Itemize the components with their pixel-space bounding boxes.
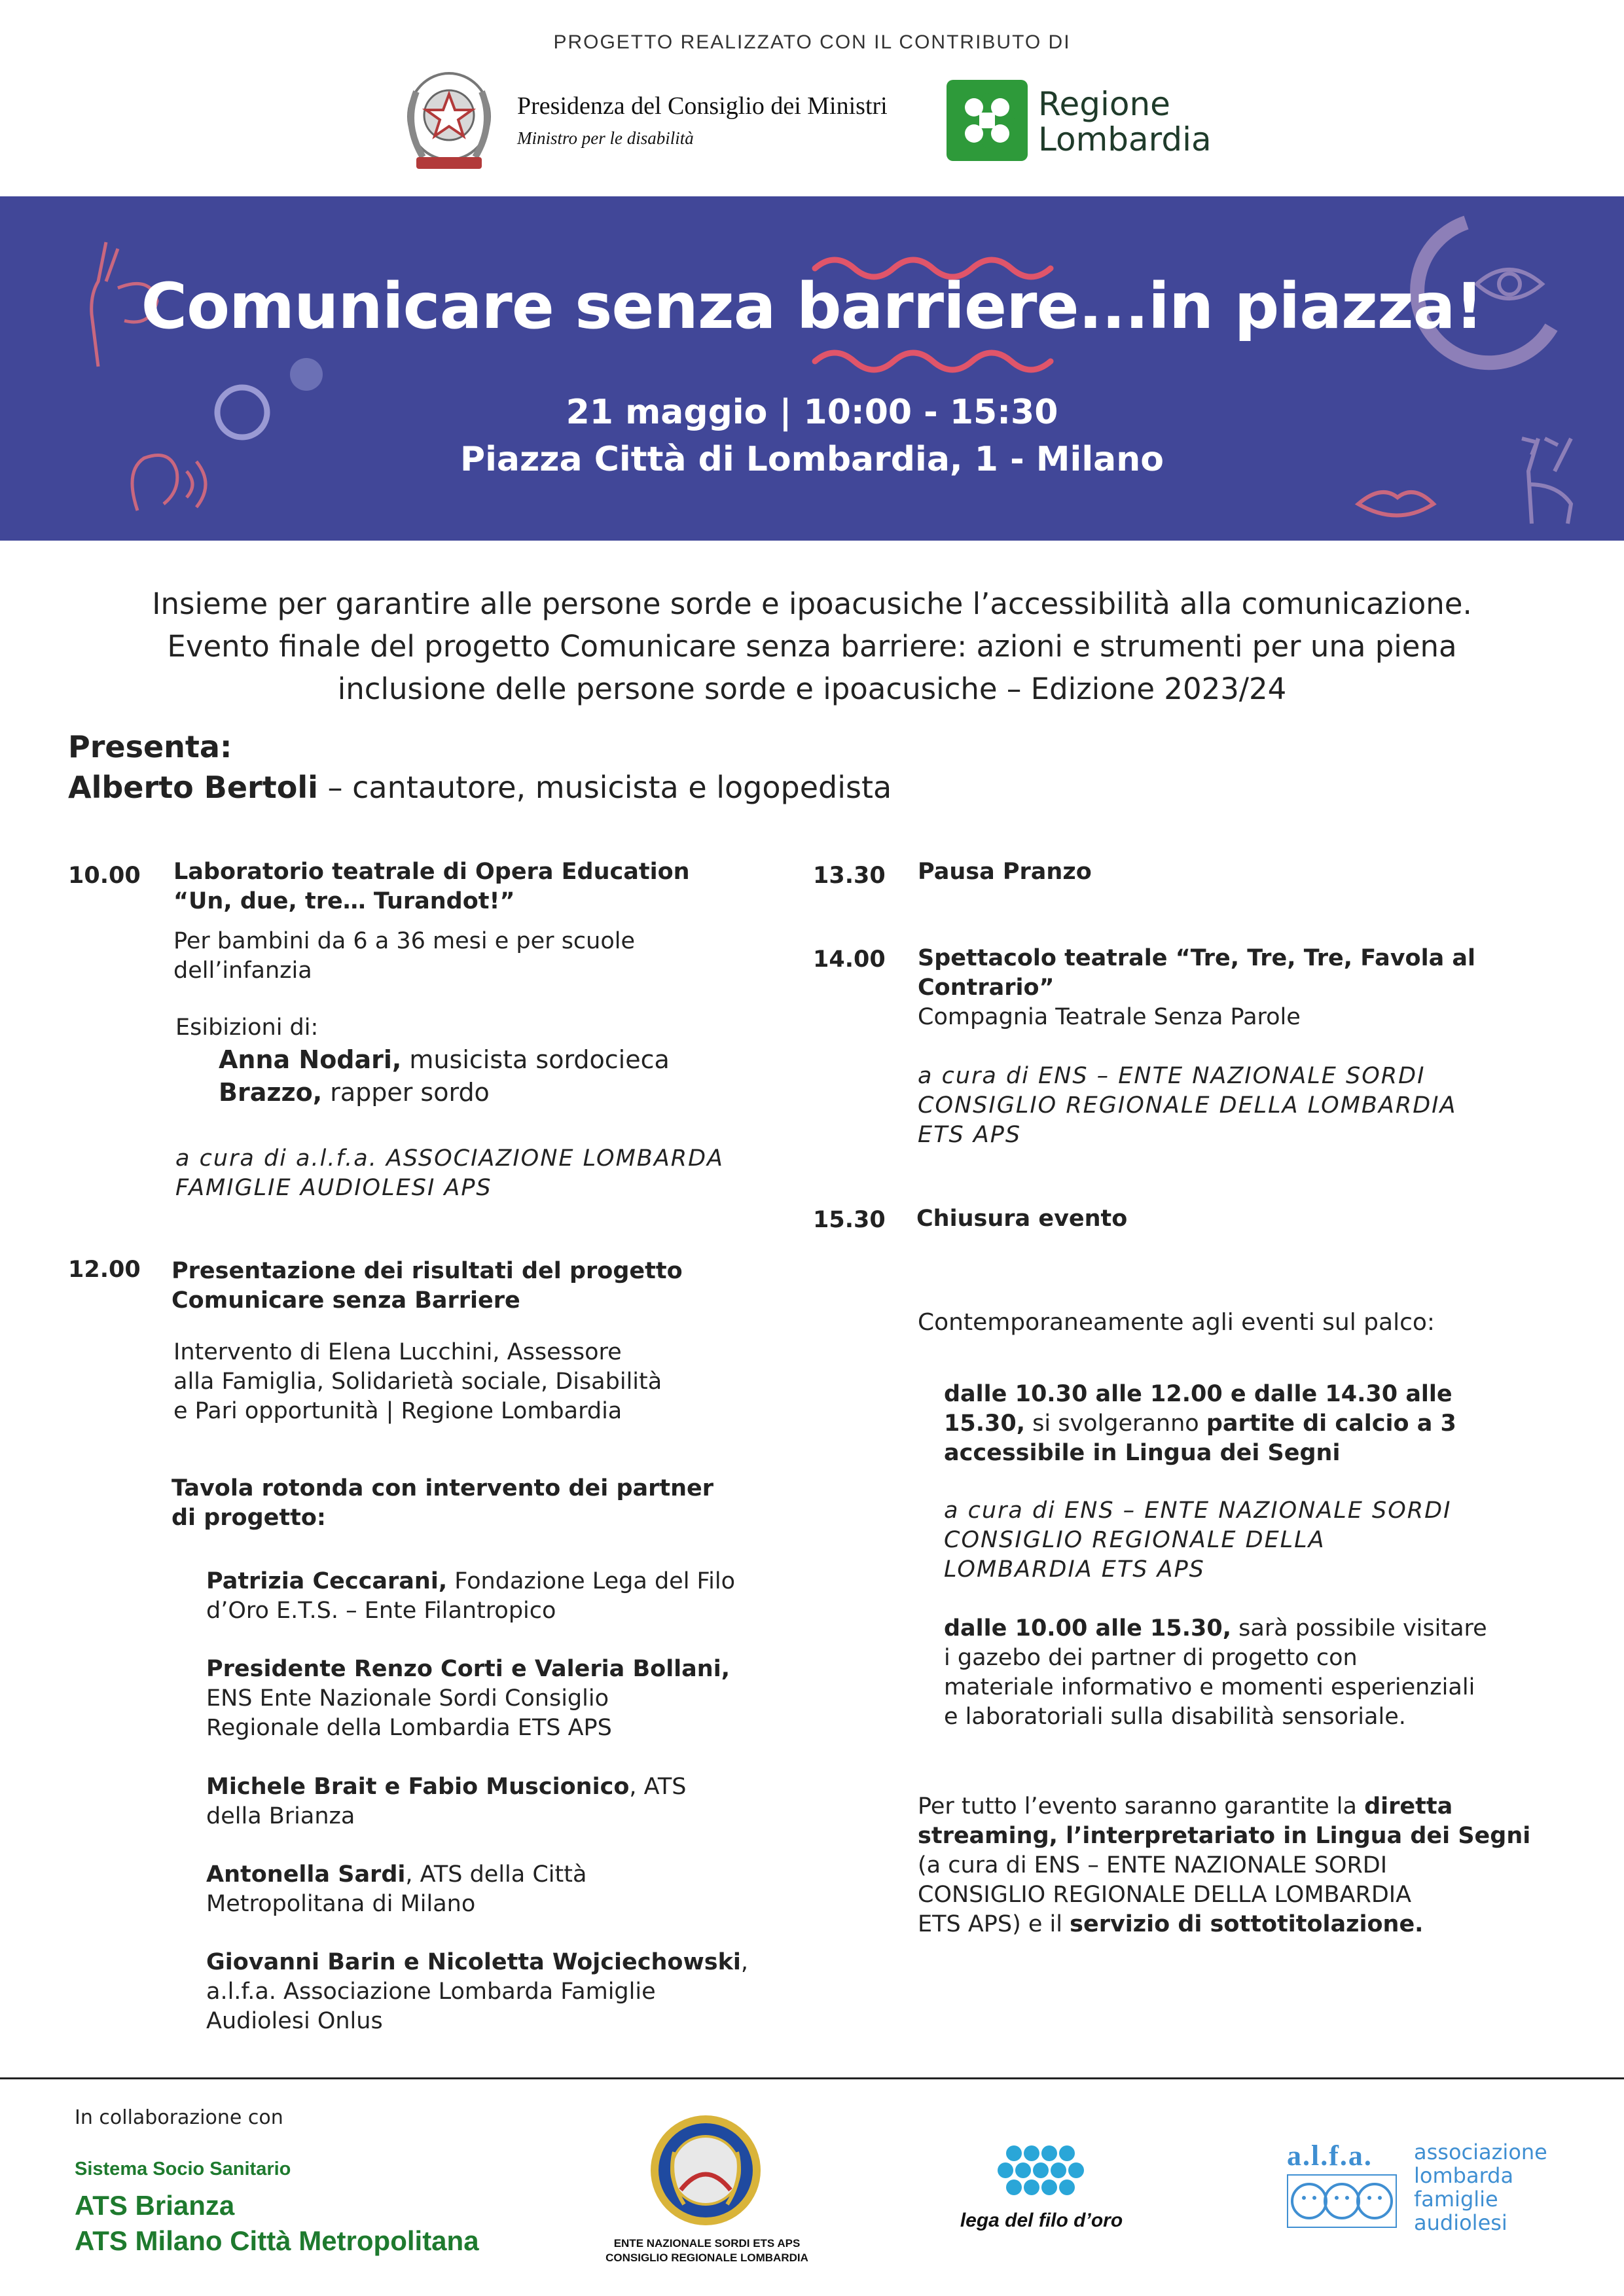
time-1200: 12.00 <box>68 1257 141 1283</box>
gazebo-time: dalle 10.00 alle 15.30, <box>944 1615 1232 1641</box>
gazebo-text: sarà possibile visitare <box>1231 1615 1487 1641</box>
services-line <box>918 1910 1530 1939</box>
partner-name: Giovanni Barin e Nicoletta Wojciechowski <box>206 1949 741 1975</box>
ats-brianza: ATS Brianza <box>75 2190 235 2221</box>
show-title-line: Contrario” <box>918 975 1055 1001</box>
alfa-name-line: famiglie <box>1414 2187 1498 2212</box>
lab-title <box>173 857 690 916</box>
curated-by-alfa <box>175 1144 724 1203</box>
whole-event-services <box>918 1792 1530 1939</box>
ens-caption-line: CONSIGLIO REGIONALE LOMBARDIA <box>605 2251 808 2264</box>
services-text: ETS APS) e il <box>918 1911 1070 1937</box>
alfa-faces-icon <box>1287 2174 1397 2228</box>
region-name: Lombardia <box>1038 120 1212 158</box>
lega-filo-doro-logo-icon <box>992 2144 1091 2207</box>
partner-affiliation: Fondazione Lega del Filo <box>447 1568 736 1594</box>
partner-name: Presidente Renzo Corti e Valeria Bollani, <box>206 1656 731 1682</box>
curated-line: CONSIGLIO REGIONALE DELLA LOMBARDIA <box>918 1092 1457 1119</box>
presenter-line <box>68 770 892 805</box>
presenter-name: Alberto Bertoli <box>68 770 318 805</box>
performer-role: rapper sordo <box>322 1078 490 1107</box>
partner-affiliation: ENS Ente Nazionale Sordi Consiglio <box>206 1685 609 1712</box>
services-line <box>918 1792 1530 1821</box>
partner-line <box>206 1772 686 1802</box>
gazebo-activity <box>944 1614 1487 1732</box>
performer-name: Brazzo, <box>219 1078 323 1107</box>
footer-divider <box>0 2077 1624 2079</box>
partner-name: Patrizia Ceccarani, <box>206 1568 448 1594</box>
lega-filo-doro-text: lega del filo d’oro <box>960 2210 1123 2231</box>
gov-name: Presidenza del Consiglio dei Ministri <box>517 92 888 120</box>
time-1330: 13.30 <box>813 863 886 889</box>
ats-subtitle: Sistema Socio Sanitario <box>75 2159 291 2179</box>
region-word: Regione <box>1038 85 1170 123</box>
curated-line: ETS APS <box>918 1122 1022 1148</box>
presentation-title <box>171 1257 683 1316</box>
services-text: Per tutto l’evento saranno garantite la <box>918 1793 1365 1820</box>
time-1400: 14.00 <box>813 946 886 973</box>
gazebo-line: e laboratoriali sulla disabilità sensoriale. <box>944 1704 1406 1730</box>
services-line: CONSIGLIO REGIONALE DELLA LOMBARDIA <box>918 1882 1412 1908</box>
partner-affiliation: Audiolesi Onlus <box>206 2008 383 2034</box>
intervention-line: e Pari opportunità | Regione Lombardia <box>173 1398 623 1424</box>
football-text: si svolgeranno <box>1025 1410 1206 1437</box>
partner-line <box>206 1948 748 1977</box>
football-highlight: partite di calcio a 3 <box>1206 1410 1456 1437</box>
presentation-title-line: Comunicare senza Barriere <box>171 1287 520 1314</box>
lab-desc-line: Per bambini da 6 a 36 mesi e per scuole <box>173 928 636 954</box>
gazebo-line: materiale informativo e momenti esperienziali <box>944 1674 1475 1700</box>
event-banner <box>0 196 1624 541</box>
time-1000: 10.00 <box>68 863 141 889</box>
football-line: accessibile in Lingua dei Segni <box>944 1440 1341 1466</box>
curated-line: FAMIGLIE AUDIOLESI APS <box>175 1175 492 1201</box>
banner-decorations <box>0 196 1624 541</box>
closing-event: Chiusura evento <box>916 1206 1128 1232</box>
curated-line: LOMBARDIA ETS APS <box>944 1556 1205 1583</box>
event-title: Comunicare senza barriere...in piazza! <box>141 270 1483 343</box>
ens-logo-icon <box>648 2113 763 2228</box>
performer-role: musicista sordocieca <box>401 1045 670 1074</box>
performer-line <box>219 1043 670 1076</box>
contributor-caption: PROGETTO REALIZZATO CON IL CONTRIBUTO DI <box>553 31 1071 53</box>
partner-entry <box>206 1860 586 1919</box>
ens-caption-line: ENTE NAZIONALE SORDI ETS APS <box>613 2237 801 2250</box>
roundtable-title <box>171 1474 713 1533</box>
simultaneous-label: Contemporaneamente agli eventi sul palco: <box>918 1309 1435 1336</box>
intro-line: Insieme per garantire alle persone sorde e ipoacusiche l’accessibilità alla comunicazione. <box>152 586 1472 621</box>
partner-affiliation: Regionale della Lombardia ETS APS <box>206 1715 612 1741</box>
football-activity <box>944 1380 1456 1468</box>
partner-entry <box>206 1655 730 1743</box>
partner-entry <box>206 1948 748 2036</box>
partner-affiliation: a.l.f.a. Associazione Lombarda Famiglie <box>206 1979 656 2005</box>
services-highlight: diretta <box>1364 1793 1453 1820</box>
football-line <box>944 1409 1456 1439</box>
partner-affiliation: , <box>740 1949 749 1975</box>
alfa-name-line: lombarda <box>1414 2163 1514 2188</box>
italian-emblem-icon <box>397 65 501 177</box>
alfa-name <box>1414 2140 1547 2234</box>
alfa-name-line: audiolesi <box>1414 2210 1507 2235</box>
presenter-role: – cantautore, musicista e logopedista <box>317 770 892 805</box>
lab-title-line: Laboratorio teatrale di Opera Education <box>173 859 690 885</box>
intervention-line: Intervento di Elena Lucchini, Assessore <box>173 1339 622 1365</box>
show-title <box>918 944 1475 1003</box>
collaboration-label: In collaborazione con <box>75 2106 283 2129</box>
performers <box>219 1043 670 1109</box>
curated-line: CONSIGLIO REGIONALE DELLA <box>944 1527 1326 1553</box>
regione-lombardia-logo-icon <box>947 80 1028 161</box>
presenter-label: Presenta: <box>68 729 232 764</box>
partner-entry <box>206 1772 686 1831</box>
show-title-line: Spettacolo teatrale “Tre, Tre, Tre, Favola al <box>918 945 1475 971</box>
dot-decoration <box>290 358 323 391</box>
roundtable-line: di progetto: <box>171 1505 326 1531</box>
curated-by-ens-2 <box>944 1496 1451 1585</box>
event-date-time: 21 maggio | 10:00 - 15:30 <box>566 393 1058 432</box>
gazebo-line: i gazebo dei partner di progetto con <box>944 1645 1358 1671</box>
partner-affiliation: , ATS <box>629 1774 687 1800</box>
curated-line: a cura di ENS – ENTE NAZIONALE SORDI <box>918 1063 1426 1089</box>
football-time: 15.30, <box>944 1410 1026 1437</box>
partner-affiliation: Metropolitana di Milano <box>206 1891 476 1917</box>
partner-line <box>206 1860 586 1890</box>
intro-text <box>118 583 1506 710</box>
partner-line <box>206 1567 735 1596</box>
intervention-line: alla Famiglia, Solidarietà sociale, Disabilità <box>173 1369 662 1395</box>
lips-icon <box>1358 492 1434 516</box>
alfa-name-line: associazione <box>1414 2140 1547 2164</box>
presentation-title-line: Presentazione dei risultati del progetto <box>171 1258 683 1284</box>
lab-desc-line: dell’infanzia <box>173 958 312 984</box>
curated-line: a cura di ENS – ENTE NAZIONALE SORDI <box>944 1498 1452 1524</box>
services-line: streaming, l’interpretariato in Lingua dei Segni <box>918 1823 1531 1849</box>
partner-affiliation: d’Oro E.T.S. – Ente Filantropico <box>206 1598 556 1624</box>
performer-line <box>219 1076 670 1109</box>
curated-line: a cura di a.l.f.a. ASSOCIAZIONE LOMBARDA <box>175 1145 724 1172</box>
intro-line: inclusione delle persone sorde e ipoacusiche – Edizione 2023/24 <box>337 672 1287 706</box>
partner-name: Michele Brait e Fabio Muscionico <box>206 1774 630 1800</box>
roundtable-line: Tavola rotonda con intervento dei partner <box>171 1475 714 1501</box>
services-highlight: servizio di sottotitolazione. <box>1070 1911 1424 1937</box>
partner-name: Antonella Sardi <box>206 1861 406 1888</box>
gazebo-line <box>944 1614 1487 1643</box>
exhibitions-label: Esibizioni di: <box>175 1014 319 1041</box>
theatre-company: Compagnia Teatrale Senza Parole <box>918 1004 1301 1030</box>
lunch-break: Pausa Pranzo <box>918 859 1092 885</box>
gov-ministry: Ministro per le disabilità <box>517 128 694 148</box>
football-line: dalle 10.30 alle 12.00 e dalle 14.30 alle <box>944 1381 1453 1407</box>
lab-title-line: “Un, due, tre… Turandot!” <box>173 888 515 914</box>
intervention-text <box>173 1338 662 1426</box>
alfa-abbreviation: a.l.f.a. <box>1287 2140 1373 2172</box>
intro-line: Evento finale del progetto Comunicare senza barriere: azioni e strumenti per una piena <box>167 629 1457 664</box>
lab-description <box>173 927 635 986</box>
partner-entry <box>206 1567 735 1626</box>
services-line: (a cura di ENS – ENTE NAZIONALE SORDI <box>918 1852 1388 1878</box>
curated-by-ens <box>918 1062 1456 1150</box>
ats-milano: ATS Milano Città Metropolitana <box>75 2225 479 2256</box>
event-location: Piazza Città di Lombardia, 1 - Milano <box>460 440 1164 479</box>
performer-name: Anna Nodari, <box>219 1045 402 1074</box>
partner-affiliation: della Brianza <box>206 1803 355 1829</box>
partner-affiliation: , ATS della Città <box>405 1861 587 1888</box>
time-1530: 15.30 <box>813 1207 886 1233</box>
